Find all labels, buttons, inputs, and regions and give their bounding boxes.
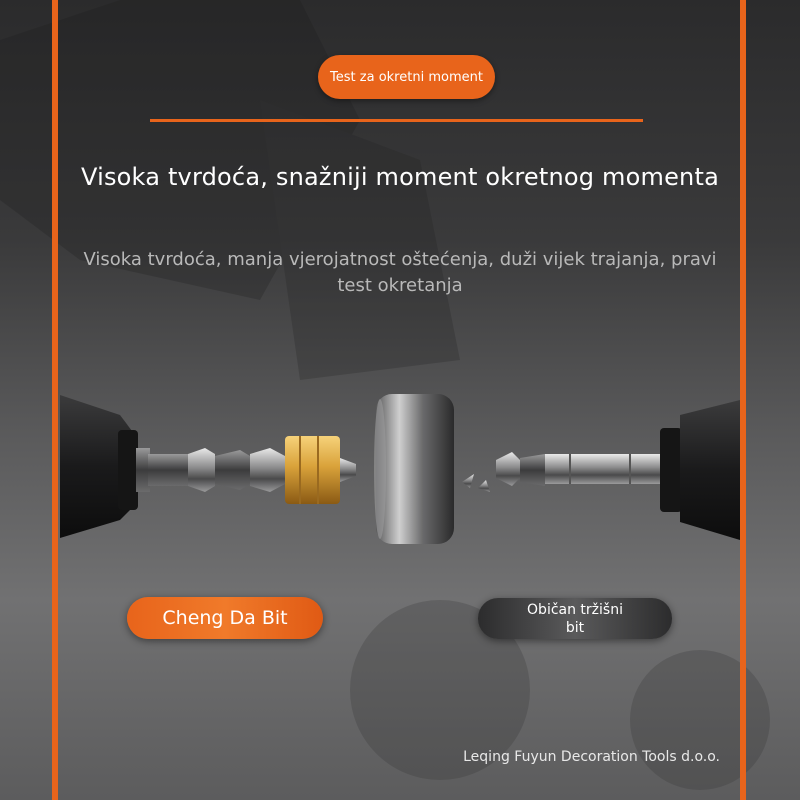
right-drill-icon: [660, 400, 740, 540]
torque-sleeve-icon: [374, 394, 454, 544]
torque-test-badge: Test za okretni moment: [318, 55, 495, 99]
divider-line: [150, 119, 643, 122]
company-name: Leqing Fuyun Decoration Tools d.o.o.: [463, 749, 720, 765]
cheng-da-bit-icon: [148, 436, 356, 504]
torque-test-scene: [0, 370, 800, 570]
ordinary-bit-icon: [496, 452, 665, 486]
cheng-da-bit-label: Cheng Da Bit: [127, 597, 323, 639]
left-drill-icon: [60, 395, 150, 538]
page-subtitle: Visoka tvrdoća, manja vjerojatnost oštećenja, duži vijek trajanja, pravi test okretanja: [83, 249, 717, 296]
ordinary-bit-label: [478, 598, 672, 639]
broken-tip-fragments-icon: [462, 474, 490, 492]
page-title: Visoka tvrdoća, snažniji moment okretnog momenta: [80, 163, 719, 191]
ordinary-bit-label-text: Običan tržišni bit: [527, 601, 623, 636]
